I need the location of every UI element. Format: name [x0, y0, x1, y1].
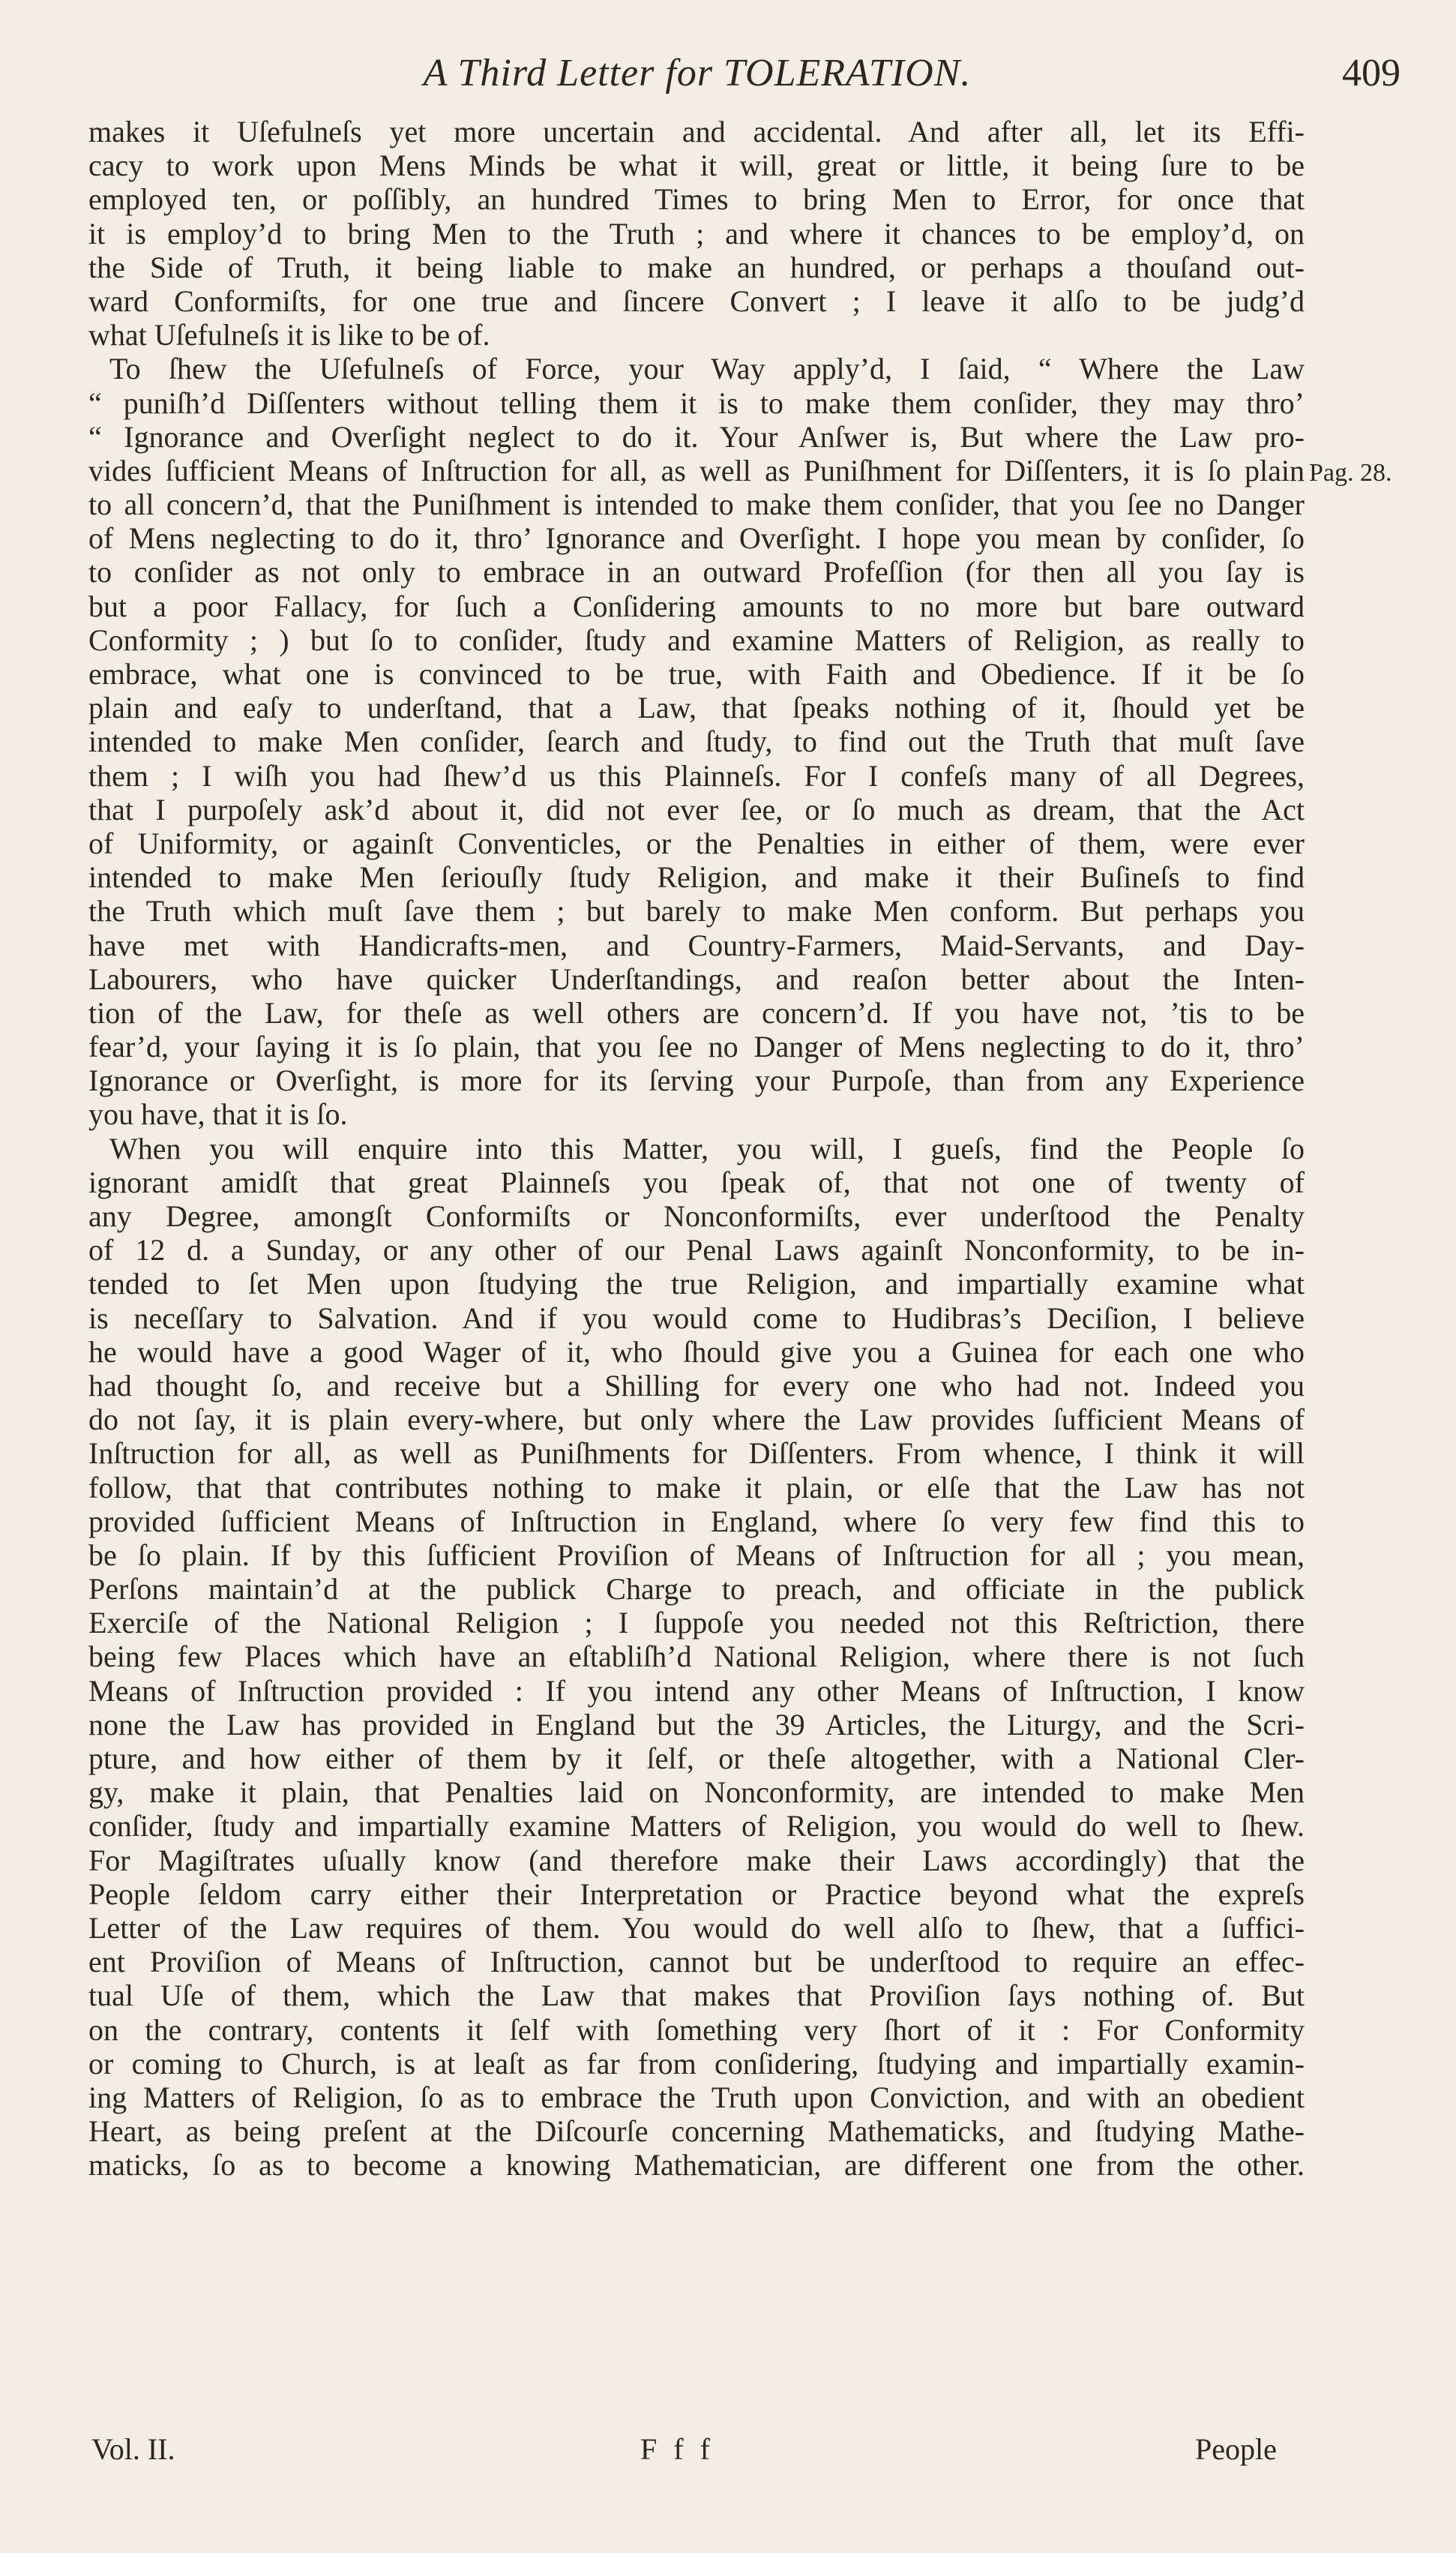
text-line: “ Ignorance and Overſight neglect to do it. Your Anſwer is, But where the Law pro- — [88, 419, 1305, 454]
text-line: conſider, ſtudy and impartially examine Matters of Religion, you would do well to ſhew. — [88, 1809, 1305, 1844]
text-line: “ puniſh’d Diſſenters without telling them it is to make them conſider, they may thro’ — [88, 386, 1305, 420]
text-line: For Magiſtrates uſually know (and therefore make their Laws accordingly) that the — [88, 1843, 1305, 1877]
text-line: embrace, what one is convinced to be true, with Faith and Obedience. If it be ſo — [88, 657, 1305, 691]
text-line: the Side of Truth, it being liable to make an hundred, or perhaps a thouſand out- — [88, 250, 1305, 284]
text-line: what Uſefulneſs it is like to be of. — [88, 318, 490, 352]
running-head — [0, 51, 1456, 111]
text-line: Inſtruction for all, as well as Puniſhments for Diſſenters. From whence, I think it will — [88, 1436, 1305, 1471]
text-line: Letter of the Law requires of them. You would do well alſo to ſhew, that a ſuffici- — [88, 1910, 1305, 1945]
text-line: intended to make Men conſider, ſearch and ſtudy, to find out the Truth that muſt ſave — [88, 724, 1305, 759]
body-text — [88, 115, 1305, 2216]
text-line: do not ſay, it is plain every-where, but only where the Law provides ſufficient Means of — [88, 1402, 1305, 1437]
text-line: tended to ſet Men upon ſtudying the true Religion, and impartially examine what — [88, 1267, 1305, 1301]
page-number: 409 — [1342, 52, 1401, 94]
text-line: gy, make it plain, that Penalties laid on Nonconformity, are intended to make Men — [88, 1775, 1305, 1810]
text-line: plain and eaſy to underſtand, that a Law, that ſpeaks nothing of it, ſhould yet be — [88, 691, 1305, 725]
text-line: makes it Uſefulneſs yet more uncertain and accidental. And after all, let its Effi- — [88, 115, 1305, 148]
text-line: had thought ſo, and receive but a Shilling for every one who had not. Indeed you — [88, 1368, 1305, 1402]
text-line: is neceſſary to Salvation. And if you would come to Hudibras’s Deciſion, I believe — [88, 1300, 1305, 1335]
text-line: but a poor Fallacy, for ſuch a Conſidering amounts to no more but bare outward — [88, 589, 1305, 623]
text-line: Conformity ; ) but ſo to conſider, ſtudy and examine Matters of Religion, as really to — [88, 622, 1305, 657]
text-line: To ſhew the Uſefulneſs of Force, your Way apply’d, I ſaid, “ Where the Law — [109, 352, 1305, 386]
text-line: pture, and how either of them by it ſelf, or theſe altogether, with a National Cler- — [88, 1742, 1305, 1775]
text-line: he would have a good Wager of it, who ſhould give you a Guinea for each one who — [88, 1334, 1305, 1369]
text-line: vides ſufficient Means of Inſtruction for all, as well as Puniſhment for Diſſenters, it is ſo plain — [88, 453, 1305, 488]
text-line: it is employ’d to bring Men to the Truth ; and where it chances to be employ’d, on — [88, 216, 1305, 250]
running-title: A Third Letter for TOLERATION. — [423, 52, 972, 94]
text-line: the Truth which muſt ſave them ; but barely to make Men conform. But perhaps you — [88, 894, 1305, 928]
text-line: have met with Handicrafts-men, and Country-Farmers, Maid-Servants, and Day- — [88, 928, 1305, 962]
text-line: maticks, ſo as to become a knowing Mathematician, are different one from the other. — [88, 2148, 1305, 2182]
text-line: of Uniformity, or againſt Conventicles, or the Penalties in either of them, were ever — [88, 826, 1305, 860]
text-line: When you will enquire into this Matter, you will, I gueſs, find the People ſo — [109, 1131, 1305, 1166]
text-line: or coming to Church, is at leaſt as far from conſidering, ſtudying and impartially examin- — [88, 2046, 1305, 2080]
text-line: being few Places which have an eſtabliſh’d National Religion, where there is not ſuch — [88, 1640, 1305, 1674]
marginal-note: Pag. 28. — [1309, 459, 1392, 487]
text-line: ward Conformiſts, for one true and ſincere Convert ; I leave it alſo to be judg’d — [88, 284, 1305, 318]
text-line: Perſons maintain’d at the publick Charge to preach, and officiate in the publick — [88, 1572, 1305, 1606]
text-line: you have, that it is ſo. — [88, 1097, 348, 1132]
text-line — [88, 2182, 1305, 2216]
text-line: Ignorance or Overſight, is more for its ſerving your Purpoſe, than from any Experience — [88, 1064, 1305, 1098]
text-line: follow, that that contributes nothing to make it plain, or elſe that the Law has not — [88, 1470, 1305, 1504]
signature-mark: F f f — [640, 2432, 715, 2466]
catchword: People — [1195, 2432, 1277, 2466]
text-line: provided ſufficient Means of Inſtruction in England, where ſo very few find this to — [88, 1504, 1305, 1538]
text-line: intended to make Men ſeriouſly ſtudy Religion, and make it their Buſineſs to find — [88, 860, 1305, 895]
text-line: any Degree, amongſt Conformiſts or Nonconformiſts, ever underſtood the Penalty — [88, 1199, 1305, 1233]
text-line: of Mens neglecting to do it, thro’ Ignorance and Overſight. I hope you mean by conſider, ſo — [88, 521, 1305, 556]
text-line: them ; I wiſh you had ſhew’d us this Plainneſs. For I confeſs many of all Degrees, — [88, 758, 1305, 793]
text-line: People ſeldom carry either their Interpretation or Practice beyond what the expreſs — [88, 1876, 1305, 1911]
text-line: that I purpoſely ask’d about it, did not ever ſee, or ſo much as dream, that the Act — [88, 792, 1305, 826]
text-line: to all concern’d, that the Puniſhment is intended to make them conſider, that you ſee no Danger — [88, 488, 1305, 522]
volume-label: Vol. II. — [91, 2432, 175, 2466]
text-line: ing Matters of Religion, ſo as to embrace the Truth upon Conviction, and with an obedient — [88, 2080, 1305, 2114]
text-line: Means of Inſtruction provided : If you intend any other Means of Inſtruction, I know — [88, 1673, 1305, 1708]
text-line: ignorant amidſt that great Plainneſs you ſpeak of, that not one of twenty of — [88, 1165, 1305, 1199]
text-line: on the contrary, contents it ſelf with ſomething very ſhort of it : For Conformity — [88, 2012, 1305, 2047]
text-line: tual Uſe of them, which the Law that makes that Proviſion ſays nothing of. But — [88, 1978, 1305, 2013]
text-line: ent Proviſion of Means of Inſtruction, cannot but be underſtood to require an effec- — [88, 1945, 1305, 1979]
text-line: cacy to work upon Mens Minds be what it will, great or little, it being ſure to be — [88, 148, 1305, 183]
text-line: be ſo plain. If by this ſufficient Proviſion of Means of Inſtruction for all ; you mean, — [88, 1538, 1305, 1572]
text-line: to conſider as not only to embrace in an outward Profeſſion (for then all you ſay is — [88, 555, 1305, 590]
text-line: Labourers, who have quicker Underſtandings, and reaſon better about the Inten- — [88, 962, 1305, 996]
text-line: of 12 d. a Sunday, or any other of our Penal Laws againſt Nonconformity, to be in- — [88, 1233, 1305, 1268]
text-line: employed ten, or poſſibly, an hundred Times to bring Men to Error, for once that — [88, 182, 1305, 217]
text-line: tion of the Law, for theſe as well others are concern’d. If you have not, ’tis to be — [88, 995, 1305, 1030]
text-line: Heart, as being preſent at the Diſcourſe concerning Mathematicks, and ſtudying Mathe- — [88, 2114, 1305, 2149]
text-line: none the Law has provided in England but the 39 Articles, the Liturgy, and the Scri- — [88, 1707, 1305, 1742]
page-footer — [0, 2432, 1456, 2469]
text-line: Exerciſe of the National Religion ; I ſuppoſe you needed not this Reſtriction, there — [88, 1606, 1305, 1640]
text-line: fear’d, your ſaying it is ſo plain, that you ſee no Danger of Mens neglecting to do it, thro’ — [88, 1030, 1305, 1064]
